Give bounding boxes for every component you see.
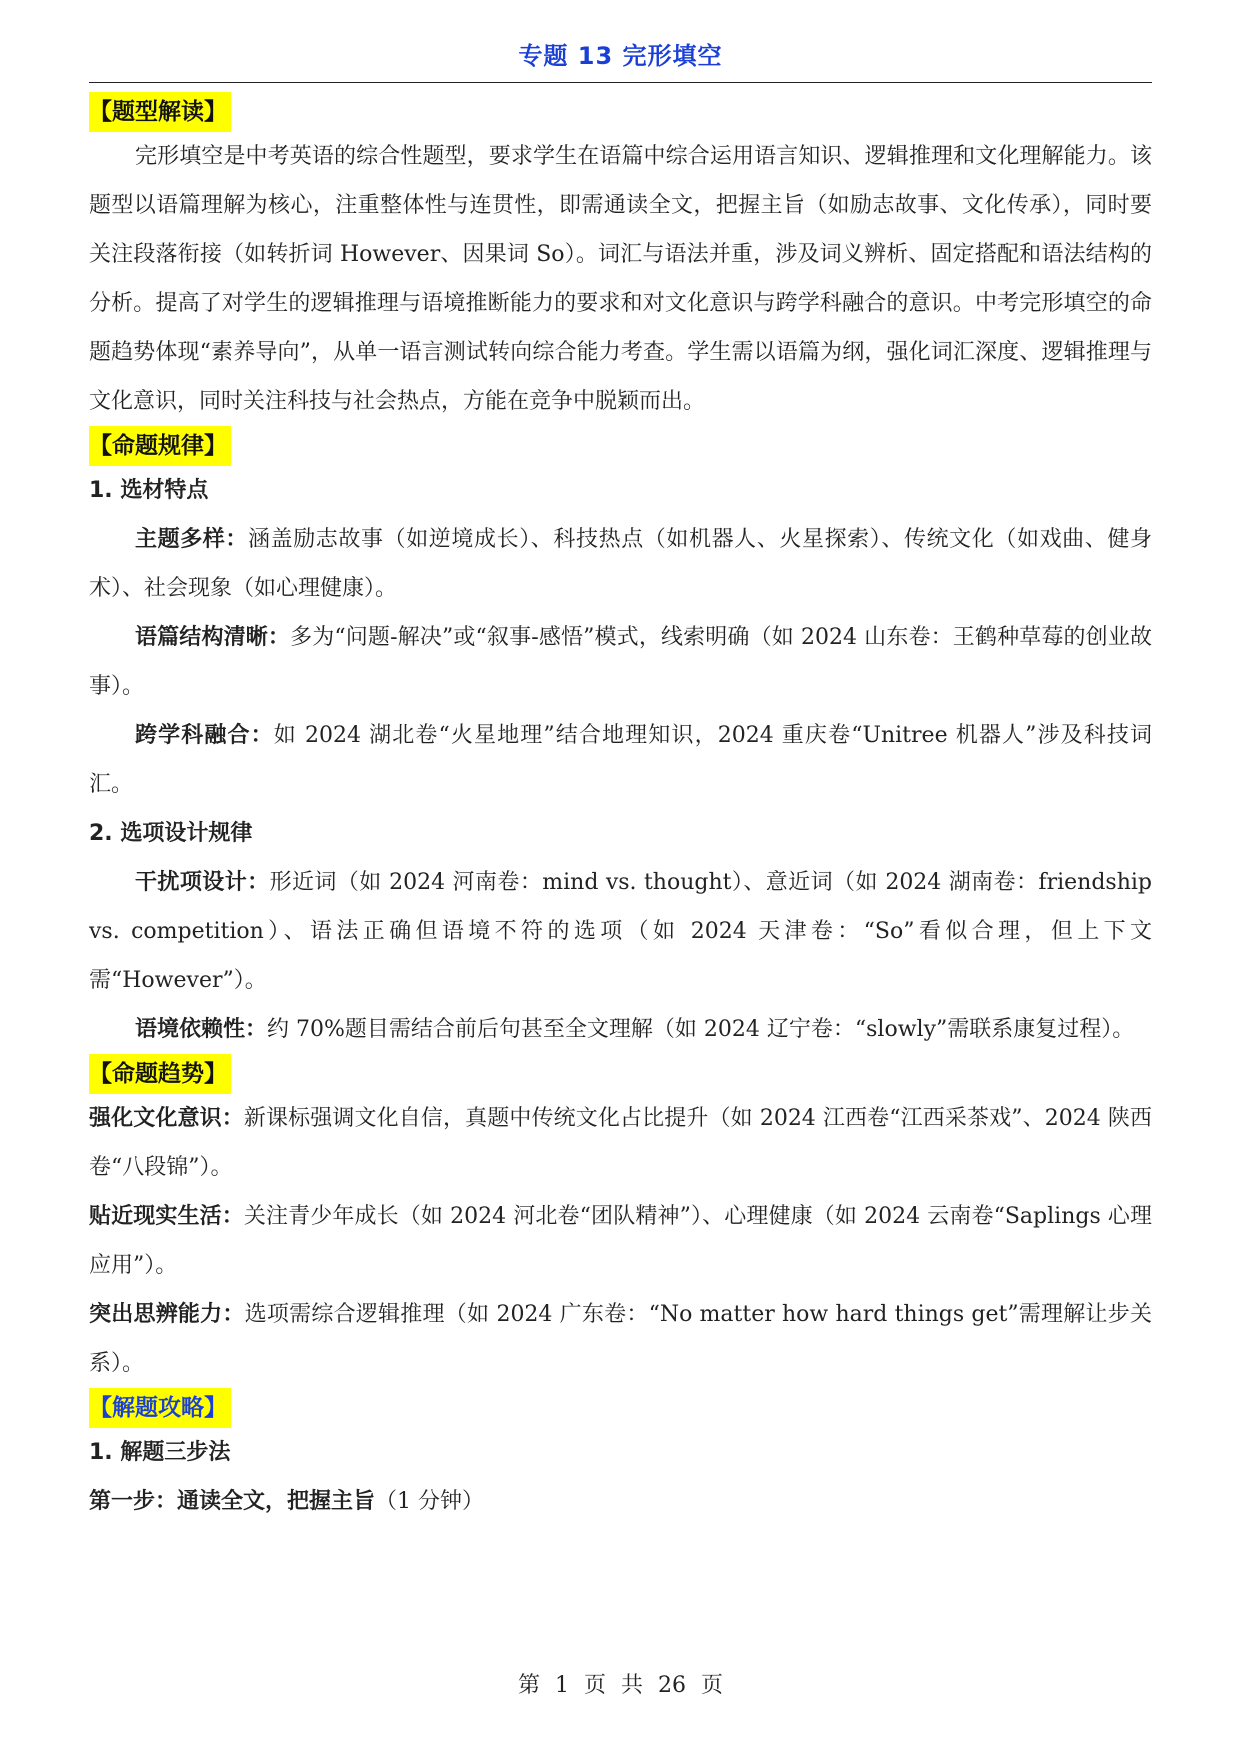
header-divider <box>89 82 1152 83</box>
paragraph-item <box>89 1477 1152 1526</box>
paragraph-item <box>89 1290 1152 1388</box>
item-label: 主题多样： <box>135 527 248 552</box>
item-label: 贴近现实生活： <box>89 1204 244 1229</box>
paragraph-item <box>89 711 1152 809</box>
page-footer <box>0 1668 1241 1699</box>
item-text: 新课标强调文化自信，真题中传统文化占比提升（如 2024 江西卷“江西采茶戏”、2024 陕西卷“八段锦”）。 <box>89 1106 1152 1180</box>
section-paragraph: 完形填空是中考英语的综合性题型，要求学生在语篇中综合运用语言知识、逻辑推理和文化理解能力。该题型以语篇理解为核心，注重整体性与连贯性，即需通读全文，把握主旨（如励志故事、文化传承），同时要关注段落衔接（如转折词 However、因果词 So）。词汇与语法并重，涉及词义辨析、固定搭配和语法结构的分析。提高了对学生的逻辑推理与语境推断能力的要求和对文化意识与跨学科融合的意识。中考完形填空的命题趋势体现“素养导向”，从单一语言测试转向综合能力考查。学生需以语篇为纲，强化词汇深度、逻辑推理与文化意识，同时关注科技与社会热点，方能在竞争中脱颖而出。 <box>89 144 1152 414</box>
section-strategy <box>89 1388 1152 1526</box>
step-text: （1 分钟） <box>375 1489 485 1514</box>
section-tag-trends: 【命题趋势】 <box>89 1054 231 1094</box>
footer-total-pages: 26 <box>658 1673 687 1698</box>
page-title: 专题 13 完形填空 <box>518 42 723 70</box>
subheading: 2. 选项设计规律 <box>89 821 253 846</box>
paragraph-item <box>89 1192 1152 1290</box>
section-tag-strategy: 【解题攻略】 <box>89 1388 231 1428</box>
section-trends <box>89 1054 1152 1388</box>
item-text: 约 70%题目需结合前后句甚至全文理解（如 2024 辽宁卷：“slowly”需联系康复过程）。 <box>267 1017 1135 1042</box>
footer-mid: 页 <box>583 1673 606 1698</box>
paragraph-item <box>89 858 1152 1005</box>
paragraph-item <box>89 613 1152 711</box>
item-label: 突出思辨能力： <box>89 1302 245 1327</box>
item-label: 干扰项设计： <box>135 870 270 895</box>
item-label: 语境依赖性： <box>135 1017 268 1042</box>
footer-page-number: 1 <box>554 1673 569 1698</box>
footer-prefix: 第 <box>517 1673 540 1698</box>
item-text: 选项需综合逻辑推理（如 2024 广东卷：“No matter how hard things get”需理解让步关系）。 <box>89 1302 1152 1376</box>
footer-total-label: 共 <box>621 1673 644 1698</box>
item-label: 强化文化意识： <box>89 1106 244 1131</box>
item-text: 多为“问题-解决”或“叙事-感悟”模式，线索明确（如 2024 山东卷：王鹤种草莓的创业故事）。 <box>89 625 1152 699</box>
paragraph-item <box>89 1094 1152 1192</box>
section-question-type <box>89 92 1152 426</box>
step-label: 第一步：通读全文，把握主旨 <box>89 1489 376 1514</box>
section-patterns <box>89 426 1152 1054</box>
subheading: 1. 选材特点 <box>89 478 209 503</box>
item-text: 关注青少年成长（如 2024 河北卷“团队精神”）、心理健康（如 2024 云南卷“Saplings 心理应用”）。 <box>89 1204 1152 1278</box>
item-label: 跨学科融合： <box>135 723 274 748</box>
section-tag-question-type: 【题型解读】 <box>89 92 231 132</box>
item-text: 如 2024 湖北卷“火星地理”结合地理知识，2024 重庆卷“Unitree 机器人”涉及科技词汇。 <box>89 723 1152 797</box>
section-tag-patterns: 【命题规律】 <box>89 426 231 466</box>
item-label: 语篇结构清晰： <box>135 625 291 650</box>
footer-suffix: 页 <box>701 1673 724 1698</box>
subheading: 1. 解题三步法 <box>89 1440 231 1465</box>
paragraph-item <box>89 515 1152 613</box>
item-text: 涵盖励志故事（如逆境成长）、科技热点（如机器人、火星探索）、传统文化（如戏曲、健身术）、社会现象（如心理健康）。 <box>89 527 1152 601</box>
paragraph-item <box>89 1005 1152 1054</box>
item-text: 形近词（如 2024 河南卷：mind vs. thought）、意近词（如 2024 湖南卷：friendship vs. competition）、语法正确但语境不符的选项（如 2024 天津卷：“So”看似合理，但上下文需“However”）。 <box>89 870 1152 993</box>
document-body <box>89 92 1152 1526</box>
